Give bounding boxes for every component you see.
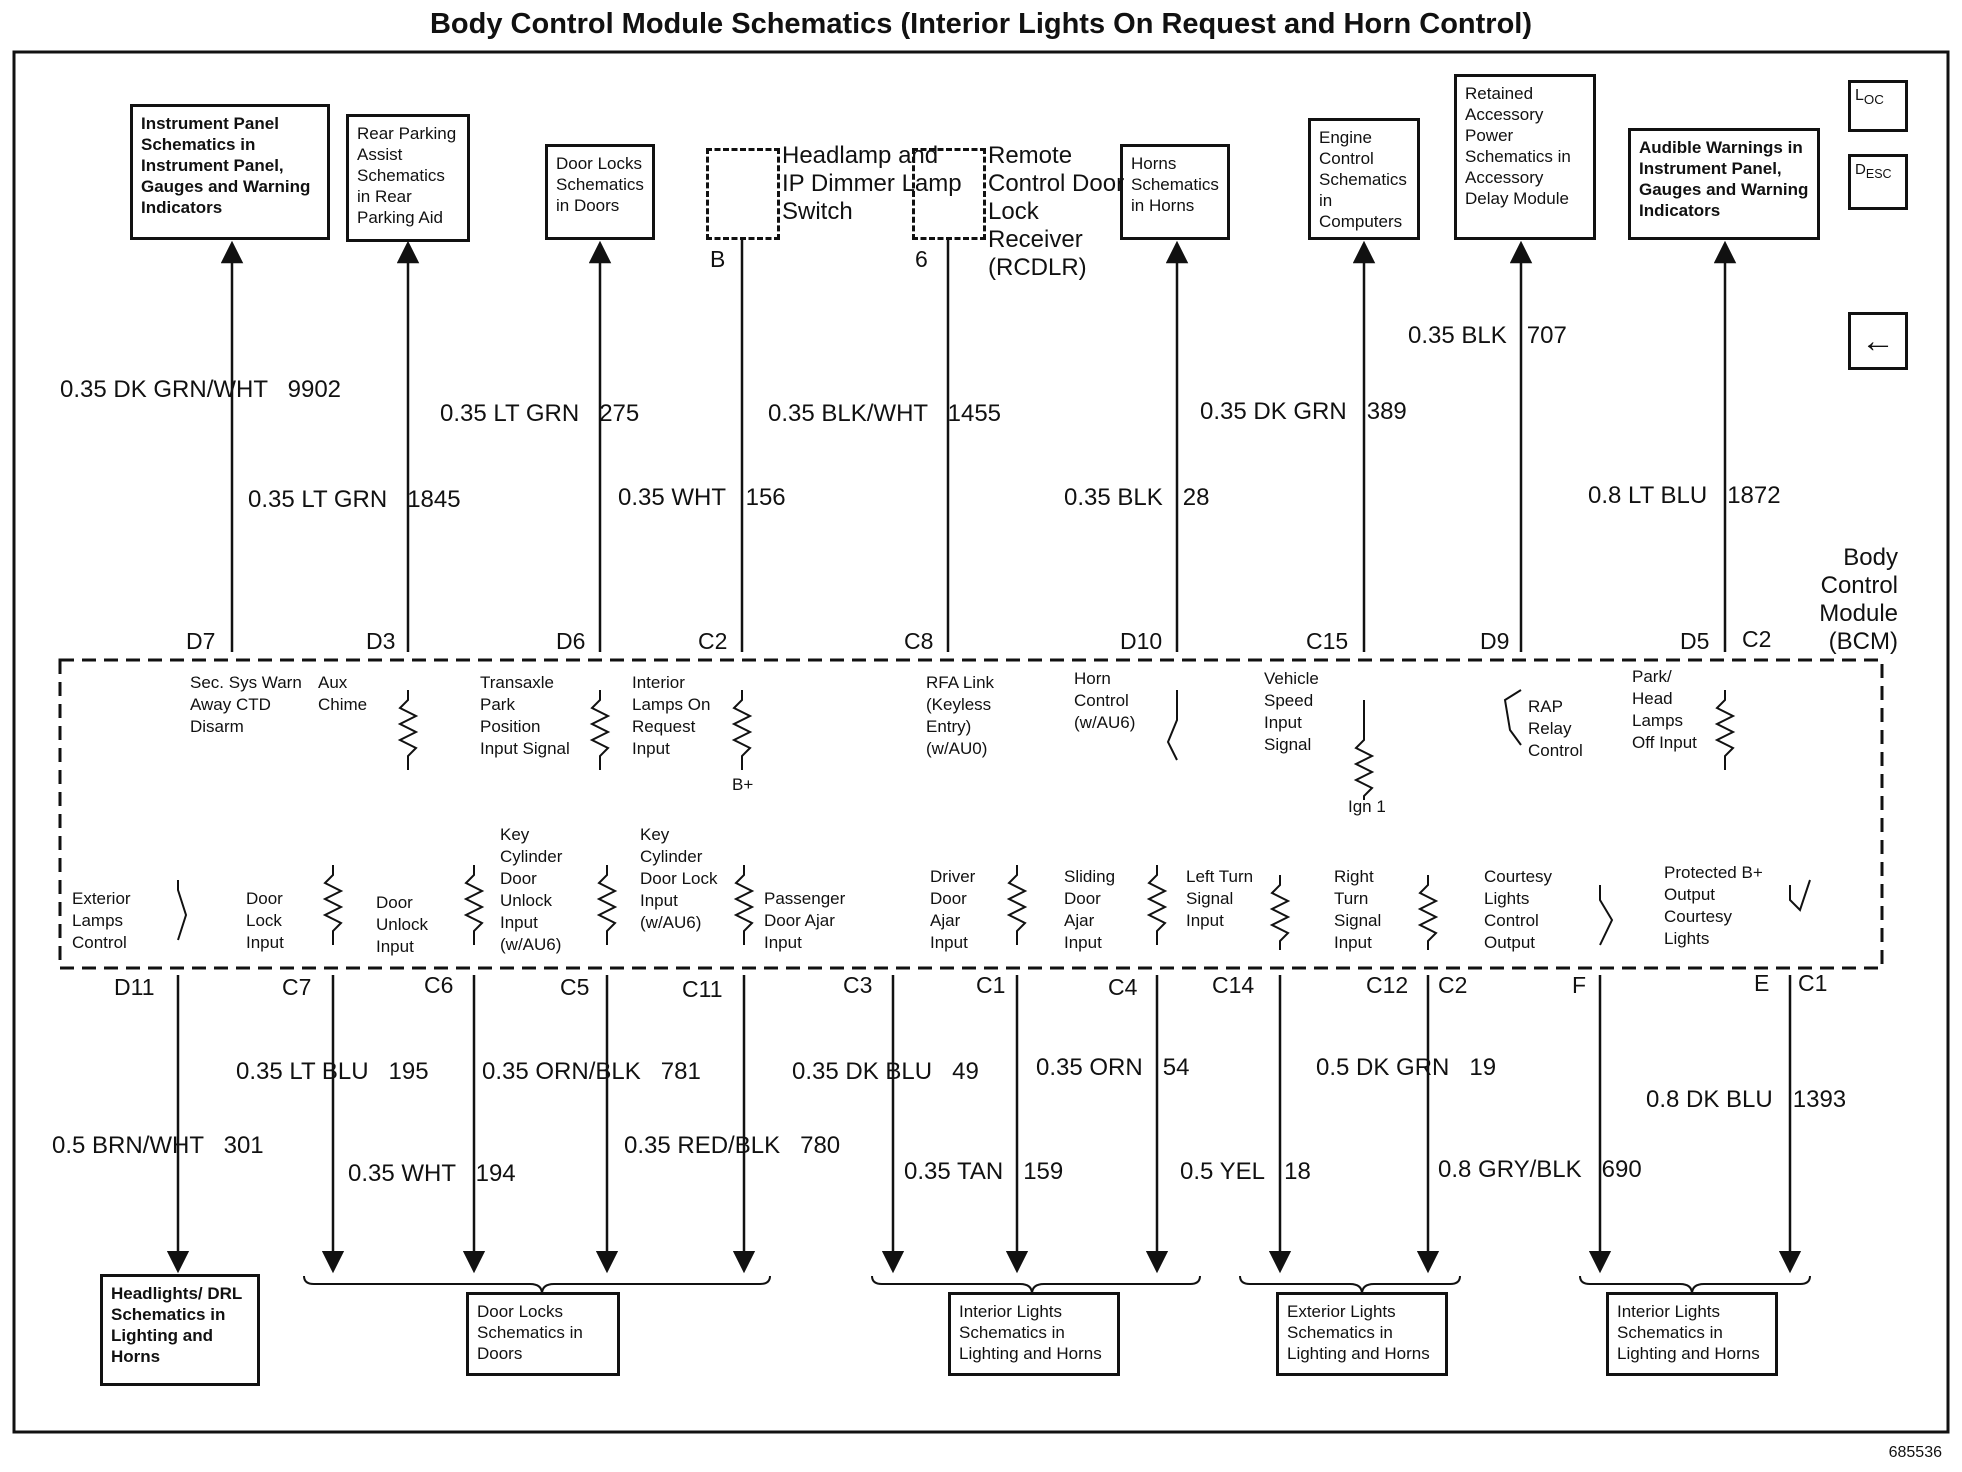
wire-label-780: 0.35 RED/BLK 780	[624, 1132, 841, 1159]
fn-courtesy-lights: Courtesy Lights Control Output	[1484, 867, 1553, 952]
pin-F: F	[1572, 972, 1587, 998]
box-door-locks-top: Door Locks Schematics in Doors	[545, 144, 655, 240]
wire-label-301: 0.5 BRN/WHT 301	[52, 1132, 264, 1159]
fn-rfa-link: RFA Link (Keyless Entry) (w/AU0)	[926, 673, 995, 758]
wire-label-275: 0.35 LT GRN 275	[440, 400, 640, 427]
label-b-plus-top: B+	[732, 775, 754, 794]
box-rear-parking-assist: Rear Parking Assist Schematics in Rear Parking Aid	[346, 114, 470, 242]
wire-label-9902: 0.35 DK GRN/WHT 9902	[60, 376, 342, 403]
pin-D11: D11	[114, 974, 155, 1000]
resistor-left-turn	[1272, 875, 1288, 950]
rcdlr-symbol	[912, 148, 986, 240]
pin-C4: C4	[1108, 974, 1138, 1000]
pin-C15: C15	[1306, 628, 1349, 654]
rcdlr-label: Remote Control Door Lock Receiver (RCDLR)	[988, 142, 1125, 281]
pin-D7: D7	[186, 628, 216, 654]
fn-door-unlock: Door Unlock Input	[376, 893, 428, 956]
resistor-right-turn	[1420, 875, 1436, 950]
wire-label-707: 0.35 BLK 707	[1408, 322, 1567, 349]
switch-horn	[1168, 690, 1177, 760]
pin-D10: D10	[1120, 628, 1163, 654]
fn-passenger-ajar: Passenger Door Ajar Input	[764, 889, 846, 952]
fn-rap-relay: RAP Relay Control	[1528, 697, 1583, 760]
box-door-locks-bottom: Door Locks Schematics in Doors	[466, 1292, 620, 1376]
fn-key-lock: Key Cylinder Door Lock Input (w/AU6)	[640, 825, 718, 932]
fn-horn-control: Horn Control (w/AU6)	[1074, 669, 1136, 732]
box-retained-accessory-power: Retained Accessory Power Schematics in Accessory Delay Module	[1454, 74, 1596, 240]
resistor-aux-chime	[400, 690, 416, 770]
fn-aux-chime: Aux Chime	[318, 673, 368, 714]
fn-protected-b-plus: Protected B+ Output Courtesy Lights	[1664, 863, 1763, 948]
fn-transaxle: Transaxle Park Position Input Signal	[480, 673, 570, 758]
switch-courtesy	[1600, 885, 1612, 945]
wire-label-156: 0.35 WHT 156	[618, 484, 786, 511]
resistor-key-unlock	[599, 865, 615, 945]
diagram-number: 685536	[1888, 1444, 1942, 1461]
wire-label-1393: 0.8 DK BLU 1393	[1646, 1086, 1847, 1113]
wire-label-389: 0.35 DK GRN 389	[1200, 398, 1407, 425]
wire-label-19: 0.5 DK GRN 19	[1316, 1054, 1497, 1081]
pin-C7: C7	[282, 974, 312, 1000]
pin-C6: C6	[424, 972, 454, 998]
label-ign1: Ign 1	[1348, 797, 1386, 816]
fn-sliding-ajar: Sliding Door Ajar Input	[1064, 867, 1116, 952]
rcdlr-pin: 6	[915, 246, 928, 272]
fn-interior-lamps: Interior Lamps On Request Input	[632, 673, 711, 758]
resistor-door-lock	[325, 865, 341, 945]
pin-C3: C3	[843, 972, 873, 998]
resistor-vehicle-speed	[1356, 700, 1372, 800]
wire-label-1872: 0.8 LT BLU 1872	[1588, 482, 1781, 509]
pin-C11: C11	[682, 976, 723, 1002]
page-title: Body Control Module Schematics (Interior Lights On Request and Horn Control)	[429, 8, 1533, 40]
resistor-key-lock	[736, 865, 752, 945]
resistor-park-head	[1717, 690, 1733, 770]
pin-D5: D5	[1680, 628, 1710, 654]
pin-D3: D3	[366, 628, 396, 654]
pin-C5: C5	[560, 974, 590, 1000]
resistor-driver-ajar	[1009, 865, 1025, 945]
loc-icon[interactable]: $L_{OC}$	[1848, 80, 1908, 132]
fn-key-unlock: Key Cylinder Door Unlock Input (w/AU6)	[500, 825, 563, 954]
wire-label-159: 0.35 TAN 159	[904, 1158, 1064, 1185]
wire-label-195: 0.35 LT BLU 195	[236, 1058, 429, 1085]
back-arrow-icon[interactable]: ←	[1848, 312, 1908, 370]
pin-C8: C8	[904, 628, 934, 654]
fn-vehicle-speed: Vehicle Speed Input Signal	[1264, 669, 1319, 754]
fn-door-lock: Door Lock Input	[246, 889, 284, 952]
wire-label-690: 0.8 GRY/BLK 690	[1438, 1156, 1642, 1183]
box-headlights-drl: Headlights/ DRL Schematics in Lighting and Horns	[100, 1274, 260, 1386]
box-audible-warnings: Audible Warnings in Instrument Panel, Gauges and Warning Indicators	[1628, 128, 1820, 240]
resistor-interior-lamps	[734, 690, 750, 770]
switch-rap	[1505, 690, 1521, 745]
switch-exterior-lamps	[178, 880, 186, 940]
box-engine-control: Engine Control Schematics in Computers	[1308, 118, 1420, 240]
resistor-transaxle	[592, 690, 608, 770]
pin-C2-bottom: C2	[1438, 972, 1468, 998]
box-interior-lights-2: Interior Lights Schematics in Lighting and Horns	[1606, 1292, 1778, 1376]
pin-C12: C12	[1366, 972, 1409, 998]
pin-C1: C1	[976, 972, 1006, 998]
box-instrument-panel: Instrument Panel Schematics in Instrument Panel, Gauges and Warning Indicators	[130, 104, 330, 240]
pin-C2-top: C2	[698, 628, 728, 654]
pin-E: E	[1754, 970, 1770, 996]
wire-label-781: 0.35 ORN/BLK 781	[482, 1058, 701, 1085]
box-interior-lights-1: Interior Lights Schematics in Lighting and Horns	[948, 1292, 1120, 1376]
wire-label-1845: 0.35 LT GRN 1845	[248, 486, 461, 513]
resistor-door-unlock	[466, 865, 482, 945]
wire-label-1455: 0.35 BLK/WHT 1455	[768, 400, 1002, 427]
wire-label-194: 0.35 WHT 194	[348, 1160, 516, 1187]
headlamp-switch-pin: B	[710, 246, 726, 272]
pin-C14: C14	[1212, 972, 1255, 998]
wire-label-49: 0.35 DK BLU 49	[792, 1058, 979, 1085]
box-exterior-lights: Exterior Lights Schematics in Lighting and Horns	[1276, 1292, 1448, 1376]
switch-protected-b	[1790, 880, 1810, 910]
pin-D9: D9	[1480, 628, 1510, 654]
pin-C2-right: C2	[1742, 626, 1772, 652]
pin-D6: D6	[556, 628, 586, 654]
resistor-sliding-ajar	[1149, 865, 1165, 945]
bcm-label: Body Control Module (BCM)	[1819, 544, 1898, 655]
fn-park-head: Park/ Head Lamps Off Input	[1632, 667, 1697, 752]
wire-label-18: 0.5 YEL 18	[1180, 1158, 1311, 1185]
pin-C1-right: C1	[1798, 970, 1828, 996]
fn-driver-ajar: Driver Door Ajar Input	[930, 867, 976, 952]
fn-right-turn: Right Turn Signal Input	[1334, 867, 1382, 952]
fn-exterior-lamps: Exterior Lamps Control	[72, 889, 131, 952]
fn-sec-sys: Sec. Sys Warn Away CTD Disarm	[190, 673, 302, 736]
headlamp-switch-symbol	[706, 148, 780, 240]
desc-icon[interactable]: $D_{ESC}$	[1848, 154, 1908, 210]
box-horns: Horns Schematics in Horns	[1120, 144, 1230, 240]
fn-left-turn: Left Turn Signal Input	[1186, 867, 1254, 930]
wire-label-28: 0.35 BLK 28	[1064, 484, 1210, 511]
wire-label-54: 0.35 ORN 54	[1036, 1054, 1190, 1081]
headlamp-switch-label: Headlamp and IP Dimmer Lamp Switch	[782, 142, 962, 225]
